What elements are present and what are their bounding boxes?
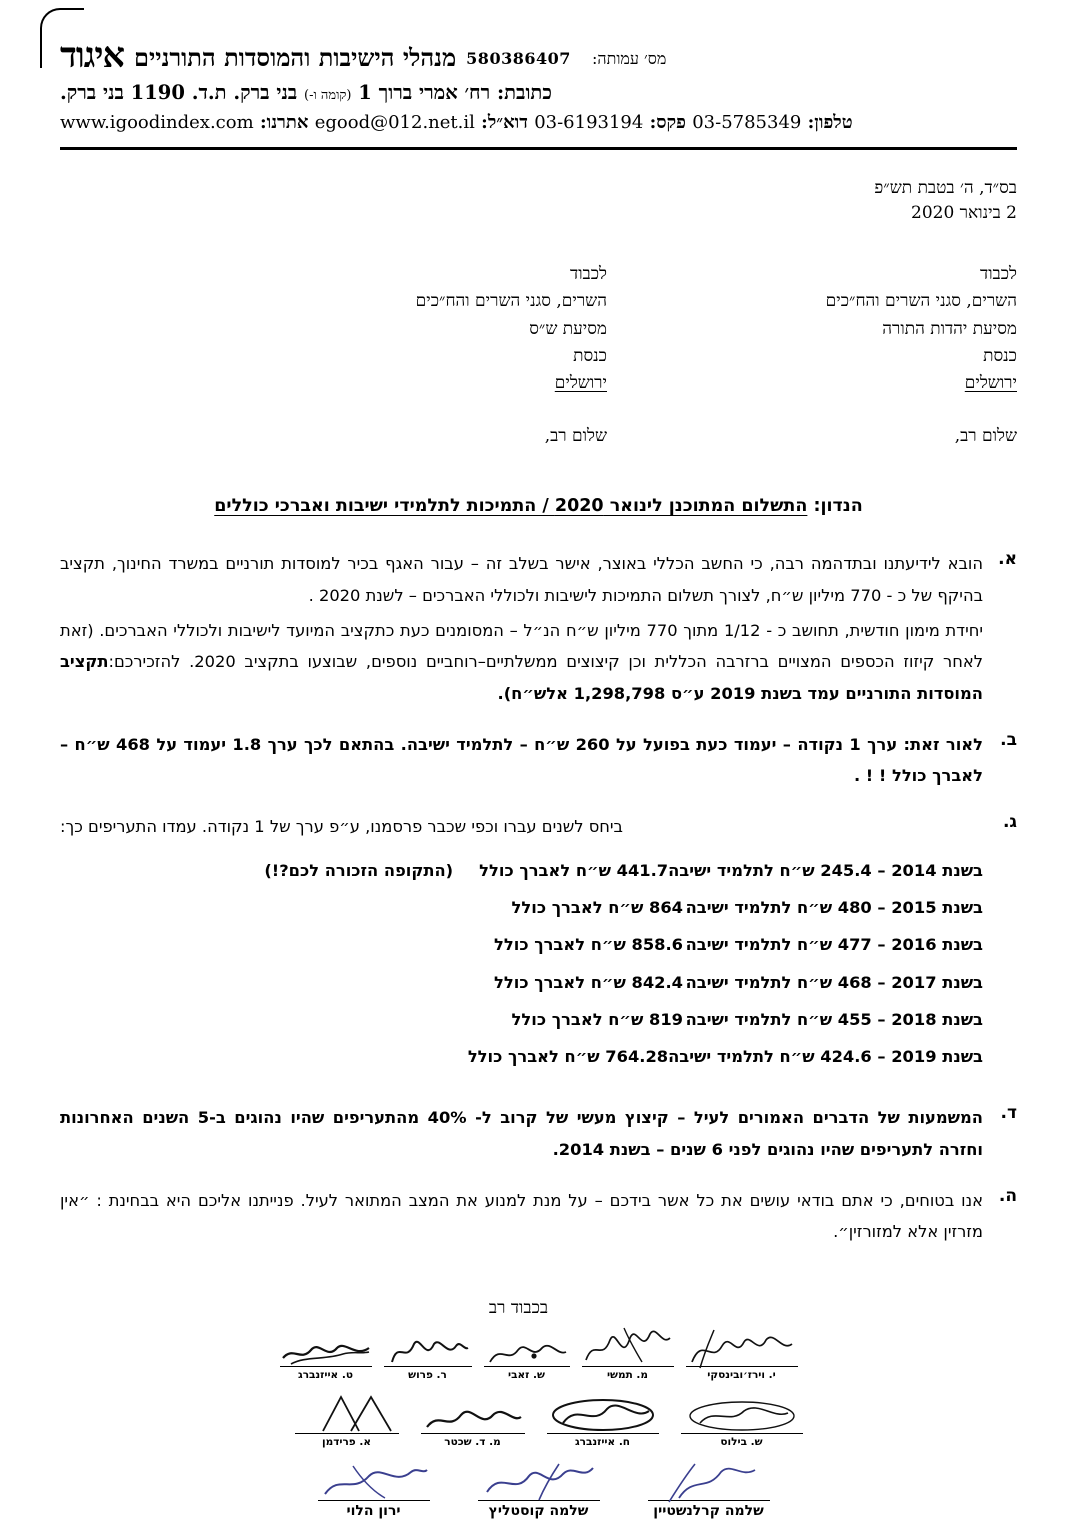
clause-alef-paragraph-2 [60,615,983,709]
subject-line [60,496,1017,516]
signature-ink-icon [648,1466,770,1500]
addressee-line-3: כנסת [573,345,607,366]
clause-marker: ב. [1000,729,1017,750]
signature-cell [318,1466,430,1519]
signatory-name: ש. זאבי [508,1368,545,1381]
clause-alef-p2-normal: יחידת מימון חודשית, תחושב כ - 1/12 מתוך 770 מיליון ש״ח הנ״ל – המסומנים כעת כתקציב המיועד לישיבות ולכוללי האברכים. (זאת לאחר קיזוז הכספים המצויים ברזרבה הכללית וכן קיצוצים ממשלתיים–רוחביים נוספים, שבוצעו בתקציב 2020. להזכירכם: [60,620,984,672]
phone-number[interactable]: 03-5785349 [692,112,802,133]
tariff-avrech-total: 858.6 ש״ח לאברך כולל [494,935,683,955]
signature-ink-icon [582,1332,674,1366]
table-row [60,1009,983,1029]
tariff-avrech-total: 764.28 ש״ח לאברך כולל [467,1047,669,1067]
organization-name: מנהלי הישיבות והמוסדות התורניים [134,42,457,72]
tariff-avrech-total: 441.7 ש״ח לאברך כולל [479,860,669,880]
addressee-line-1: השרים, סגני השרים והח״כים [825,291,1017,312]
clause-content [60,1102,983,1169]
clause-bet [60,729,1017,796]
signatory-name: ר. פרוש [408,1368,447,1381]
fax-number: 03-6193194 [534,112,644,133]
gregorian-date: 2 בינואר 2020 [911,202,1017,223]
signature-cell [280,1332,372,1381]
website-label: אתרנו: [259,112,309,133]
signature-ink-icon [484,1332,570,1366]
signature-row-2 [60,1399,1017,1448]
association-number: 580386407 [466,49,571,69]
signatory-name: י. וירז׳ובינסקי [707,1368,776,1381]
addressee-yahadut-hatorah [717,261,1017,450]
signature-ink-icon [295,1399,399,1433]
signatory-name: מ. ד. שכטר [444,1435,501,1448]
addressee-greeting: שלום רב, [954,426,1017,447]
clause-marker: ד. [1000,1103,1017,1124]
clause-dalet [60,1102,1017,1169]
signatory-name: ירון הלוי [346,1502,401,1519]
addressee-line-2: מסיעת ש״ס [529,318,607,339]
tariff-table [60,860,983,1067]
clause-marker: ג. [1002,812,1017,833]
clause-heh [60,1185,1017,1252]
signature-cell [547,1399,659,1448]
signature-row-3 [60,1466,1017,1519]
address-floor: (קומה ו-) [304,88,352,103]
tariff-year-student: בשנת 2019 – 424.6 ש״ח לתלמיד ישיבה [668,1047,983,1067]
signature-cell [295,1399,399,1448]
signature-cell [484,1332,570,1381]
clause-marker: ה. [998,1186,1017,1206]
signature-cell [582,1332,674,1381]
table-row [60,1049,983,1065]
table-row [60,897,983,917]
letterhead-divider [60,147,1017,150]
clause-heh-text: אנו בטוחים, כי אתם בודאי עושים את כל אשר בידכם – על מנת למנוע את המצב המתואר לעיל. פנייתנו אליכם היא בבחינת : ״אין מזרזין אלא למזורזין״. [60,1191,983,1242]
tariff-year-student: בשנת 2017 – 468 ש״ח לתלמיד ישיבה [685,972,983,992]
clause-content [60,1185,983,1252]
signature-block [60,1332,1017,1519]
letterhead [0,0,1077,133]
tariff-avrech-total: 819 ש״ח לאברך כולל [511,1009,683,1029]
website-url[interactable]: www.igoodindex.com [60,112,254,133]
addressee-line-3: כנסת [983,345,1017,366]
signatory-name: א. פרידמן [322,1435,371,1448]
clause-bet-bold: לאור זאת: ערך 1 נקודה – יעמוד כעת בפועל על 260 ש״ח – לתלמיד ישיבה. בהתאם לכך ערך 1.8 יעמוד על 468 ש״ח – לאברך כולל ! ! . [60,734,984,786]
tariff-year-student: בשנת 2018 – 455 ש״ח לתלמיד ישיבה [685,1009,983,1029]
tariff-year-student: בשנת 2016 – 477 ש״ח לתלמיד ישיבה [685,935,983,955]
addressee-line-2: מסיעת יהדות התורה [882,318,1017,339]
clause-content [60,811,983,1086]
signature-ink-icon [318,1466,430,1500]
clause-gimel [60,811,1017,1086]
letterhead-address-row [60,81,1017,105]
table-row [60,972,983,992]
signature-ink-icon [384,1332,472,1366]
phone-label: טלפון: [807,112,853,133]
clause-dalet-text [60,1102,983,1165]
logo-bracket-icon [40,8,84,68]
table-row [60,860,983,880]
closing-salutation: בכבוד רב [488,1297,549,1318]
signature-cell [686,1332,798,1381]
signature-ink-icon [280,1332,372,1366]
logo-word-text: איגוד [60,35,124,76]
tariff-year-student: בשנת 2015 – 480 ש״ח לתלמיד ישיבה [685,897,983,917]
email-address[interactable]: egood@012.net.il [314,112,475,133]
clause-gimel-text: ביחס לשנים עברו וכפי שכבר פרסמנו, ע״פ ערך של 1 נקודה. עמדו התעריפים כך: [60,817,623,837]
signature-row-1 [60,1332,1017,1381]
clause-content [60,548,983,712]
signature-ink-icon [681,1399,803,1433]
tariff-avrech-total: 864 ש״ח לאברך כולל [511,897,683,917]
email-label: דוא״ל: [481,112,528,133]
signatory-name: שלמה קוסטליץ [488,1502,589,1519]
letter-body [60,548,1017,1251]
clause-alef-paragraph-1: הובא לידיעתנו ובתדהמה רבה, כי החשב הכללי באוצר, אישר בשלב זה – עבור האגף בכיר למוסדות תורניים במשרד החינוך, תקציב בהיקף של כ - 770 מיליון ש״ח, לצורך תשלום התמיכות לישיבות ולכוללי האברכים – לשנת 2020 . [60,554,983,605]
clause-alef-p2-bold: תקציב המוסדות התורניים עמד בשנת 2019 ע״ס 1,298,798 אלש״ח). [60,652,983,703]
signature-ink-icon [421,1399,525,1433]
igood-logo [60,26,124,76]
tariff-year-student: בשנת 2014 – 245.4 ש״ח לתלמיד ישיבה [668,860,983,880]
signature-cell [384,1332,472,1381]
tariff-note: (התקופה הזכורה לכם?!) [264,860,454,880]
signature-ink-icon [686,1332,798,1366]
addressee-block [60,261,1017,450]
addressee-city: ירושלים [554,373,607,394]
addressee-greeting: שלום רב, [544,426,607,447]
address-label: כתובת: [496,81,552,104]
signatory-name: שלמה קרלנשטיין [653,1502,764,1519]
clause-alef [60,548,1017,712]
addressee-city: ירושלים [964,373,1017,394]
address-street: רח׳ אמרי ברוך 1 [358,81,491,104]
association-number-block [466,50,666,73]
table-row [60,937,983,953]
subject-label: הנדון: [813,496,863,517]
clause-content [60,729,983,796]
signatory-name: ח. אייזנברג [574,1435,631,1448]
addressee-shas [307,261,607,450]
signature-ink-icon [478,1466,600,1500]
association-label: מס׳ עמותה: [591,49,667,69]
tariff-avrech-total: 842.4 ש״ח לאברך כולל [494,972,683,992]
date-block [60,176,1017,225]
hebrew-date: בס״ד, ה׳ בטבת תש״פ [874,178,1017,198]
clause-bet-text [60,729,983,792]
addressee-honorific: לכבוד [980,264,1017,285]
clause-dalet-bold: המשמעות של הדברים האמורים לעיל – קיצוץ מעשי של קרוב ל- 40% מהתעריפים שהיו נהוגים ב-5 השנים האחרונות וחזרה לתעריפים שהיו נהוגים לפני 6 שנים – בשנת 2014. [60,1108,983,1159]
signature-cell [681,1399,803,1448]
signatory-name: ש. בילוס [720,1435,763,1448]
signatory-name: ט. אייזנברג [298,1368,353,1381]
address-city: בני ברק. ת.ד. 1190 בני ברק. [60,81,298,104]
subject-text: התשלום המתוכנן לינואר 2020 / התמיכות לתלמידי ישיבות ואברכי כוללים [214,496,808,517]
signatory-name: מ. תמשי [606,1368,649,1381]
letterhead-title-row [60,26,1017,76]
addressee-line-1: השרים, סגני השרים והח״כים [415,291,607,312]
signature-cell [478,1466,600,1519]
letterhead-contact-row [60,112,1017,133]
fax-label: פקס: [649,112,686,133]
clause-marker: א. [998,549,1017,570]
signature-ink-icon [547,1399,659,1433]
signature-cell [648,1466,770,1519]
signature-cell [421,1399,525,1448]
addressee-honorific: לכבוד [570,264,607,285]
